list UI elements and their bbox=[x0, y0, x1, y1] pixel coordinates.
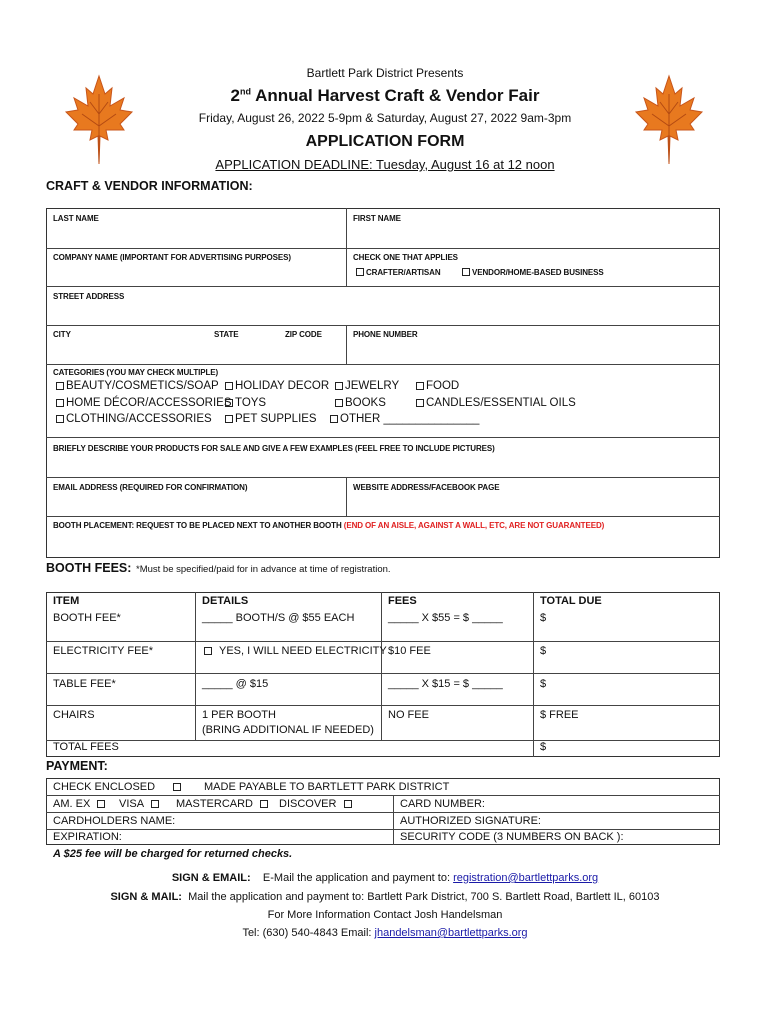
sign-mail-line: SIGN & MAIL: Mail the application and payment to: Bartlett Park District, 700 S. Bartlett Road, Bartlett IL, 60103 bbox=[110, 891, 660, 903]
event-dates: Friday, August 26, 2022 5-9pm & Saturday, August 27, 2022 9am-3pm bbox=[198, 111, 572, 125]
first-name-field[interactable]: FIRST NAME bbox=[353, 214, 401, 223]
discover-checkbox[interactable]: DISCOVER bbox=[279, 798, 354, 810]
categories-label: CATEGORIES (YOU MAY CHECK MULTIPLE) bbox=[53, 368, 219, 377]
fee-row-chairs-total: $ FREE bbox=[540, 709, 579, 721]
fee-row-booth-item: BOOTH FEE* bbox=[53, 612, 121, 624]
form-title: APPLICATION FORM bbox=[305, 133, 465, 150]
crafter-checkbox[interactable]: CRAFTER/ARTISAN bbox=[356, 268, 441, 277]
vendor-checkbox[interactable]: VENDOR/HOME-BASED BUSINESS bbox=[462, 268, 604, 277]
amex-checkbox[interactable]: AM. EX bbox=[53, 798, 107, 810]
phone-number-field[interactable]: PHONE NUMBER bbox=[353, 330, 418, 339]
fee-row-table-details[interactable]: _____ @ $15 bbox=[202, 678, 269, 690]
category-beauty-checkbox[interactable]: BEAUTY/COSMETICS/SOAP bbox=[56, 380, 219, 392]
category-jewelry-checkbox[interactable]: JEWELRY bbox=[335, 380, 399, 392]
fee-row-electric-fees: $10 FEE bbox=[388, 645, 431, 657]
fees-table bbox=[46, 592, 720, 757]
security-code-field[interactable]: SECURITY CODE (3 NUMBERS ON BACK ): bbox=[400, 831, 624, 843]
street-address-field[interactable]: STREET ADDRESS bbox=[53, 292, 125, 301]
company-name-field[interactable]: COMPANY NAME (IMPORTANT FOR ADVERTISING PURPOSES) bbox=[53, 253, 291, 262]
category-holiday-checkbox[interactable]: HOLIDAY DECOR bbox=[225, 380, 329, 392]
category-other-checkbox[interactable]: OTHER _______________ bbox=[330, 413, 479, 425]
category-toys-checkbox[interactable]: TOYS bbox=[225, 397, 266, 409]
cardholder-name-field[interactable]: CARDHOLDERS NAME: bbox=[53, 815, 176, 827]
fee-row-table-fees[interactable]: _____ X $15 = $ _____ bbox=[388, 678, 503, 690]
fee-row-booth-total[interactable]: $ bbox=[540, 612, 547, 624]
visa-checkbox[interactable]: VISA bbox=[119, 798, 161, 810]
check-one-label: CHECK ONE THAT APPLIES bbox=[353, 253, 458, 262]
booth-placement-field[interactable]: BOOTH PLACEMENT: REQUEST TO BE PLACED NEXT TO ANOTHER BOOTH (END OF AN AISLE, AGAINST A WALL, ETC, ARE NOT GUARANTEED) bbox=[53, 521, 605, 530]
category-candles-checkbox[interactable]: CANDLES/ESSENTIAL OILS bbox=[416, 397, 576, 409]
card-number-field[interactable]: CARD NUMBER: bbox=[400, 798, 485, 810]
fee-row-table-total[interactable]: $ bbox=[540, 678, 547, 690]
page-title: 2nd Annual Harvest Craft & Vendor Fair bbox=[230, 86, 540, 105]
presenter-text: Bartlett Park District Presents bbox=[306, 66, 464, 80]
fees-header-fees: FEES bbox=[388, 595, 417, 607]
booth-fees-heading: BOOTH FEES: bbox=[46, 561, 132, 575]
booth-fees-note: *Must be specified/paid for in advance at time of registration. bbox=[136, 564, 391, 575]
authorized-signature-field[interactable]: AUTHORIZED SIGNATURE: bbox=[400, 815, 541, 827]
fees-header-item: ITEM bbox=[53, 595, 80, 607]
category-clothing-checkbox[interactable]: CLOTHING/ACCESSORIES bbox=[56, 413, 212, 425]
fee-row-total-due[interactable]: $ bbox=[540, 741, 547, 753]
application-deadline: APPLICATION DEADLINE: Tuesday, August 16 at 12 noon bbox=[215, 157, 555, 172]
returned-check-note: A $25 fee will be charged for returned checks. bbox=[53, 848, 293, 860]
sign-email-line: SIGN & EMAIL: E-Mail the application and payment to: registration@bartlettparks.org bbox=[171, 872, 599, 884]
fee-row-electric-item: ELECTRICITY FEE* bbox=[53, 645, 154, 657]
fee-row-table-item: TABLE FEE* bbox=[53, 678, 116, 690]
fee-row-electric-total[interactable]: $ bbox=[540, 645, 547, 657]
fee-row-booth-fees[interactable]: _____ X $55 = $ _____ bbox=[388, 612, 503, 624]
fee-row-chairs-extra: (BRING ADDITIONAL IF NEEDED) bbox=[202, 724, 374, 736]
category-home-decor-checkbox[interactable]: HOME DÉCOR/ACCESSORIES bbox=[56, 397, 232, 409]
email-address-field[interactable]: EMAIL ADDRESS (REQUIRED FOR CONFIRMATION) bbox=[53, 483, 248, 492]
expiration-field[interactable]: EXPIRATION: bbox=[53, 831, 122, 843]
fee-row-booth-details[interactable]: _____ BOOTH/S @ $55 EACH bbox=[202, 612, 355, 624]
payable-to-text: MADE PAYABLE TO BARTLETT PARK DISTRICT bbox=[204, 781, 450, 793]
category-books-checkbox[interactable]: BOOKS bbox=[335, 397, 386, 409]
contact-line: For More Information Contact Josh Handelsman bbox=[267, 909, 503, 921]
fee-row-chairs-fees: NO FEE bbox=[388, 709, 429, 721]
website-field[interactable]: WEBSITE ADDRESS/FACEBOOK PAGE bbox=[353, 483, 500, 492]
fee-row-chairs-item: CHAIRS bbox=[53, 709, 95, 721]
fees-header-total: TOTAL DUE bbox=[540, 595, 602, 607]
fee-row-total-item: TOTAL FEES bbox=[53, 741, 119, 753]
city-field[interactable]: CITY bbox=[53, 330, 71, 339]
payment-heading: PAYMENT: bbox=[46, 759, 108, 773]
category-pet-checkbox[interactable]: PET SUPPLIES bbox=[225, 413, 317, 425]
mastercard-checkbox[interactable]: MASTERCARD bbox=[176, 798, 270, 810]
contact-email-link[interactable]: jhandelsman@bartlettparks.org bbox=[374, 927, 528, 939]
category-food-checkbox[interactable]: FOOD bbox=[416, 380, 459, 392]
zip-code-field[interactable]: ZIP CODE bbox=[285, 330, 322, 339]
fees-header-details: DETAILS bbox=[202, 595, 249, 607]
electricity-checkbox[interactable]: YES, I WILL NEED ELECTRICITY bbox=[204, 645, 387, 657]
tel-email-line: Tel: (630) 540-4843 Email: jhandelsman@bartlettparks.org bbox=[242, 927, 528, 939]
last-name-field[interactable]: LAST NAME bbox=[53, 214, 99, 223]
section-heading: CRAFT & VENDOR INFORMATION: bbox=[46, 179, 253, 193]
describe-products-field[interactable]: BRIEFLY DESCRIBE YOUR PRODUCTS FOR SALE AND GIVE A FEW EXAMPLES (FEEL FREE TO INCLUDE PICTURES) bbox=[53, 444, 495, 453]
registration-email-link[interactable]: registration@bartlettparks.org bbox=[453, 872, 599, 884]
fee-row-chairs-details: 1 PER BOOTH bbox=[202, 709, 276, 721]
state-field[interactable]: STATE bbox=[214, 330, 239, 339]
check-enclosed-checkbox[interactable]: CHECK ENCLOSED bbox=[53, 781, 183, 793]
